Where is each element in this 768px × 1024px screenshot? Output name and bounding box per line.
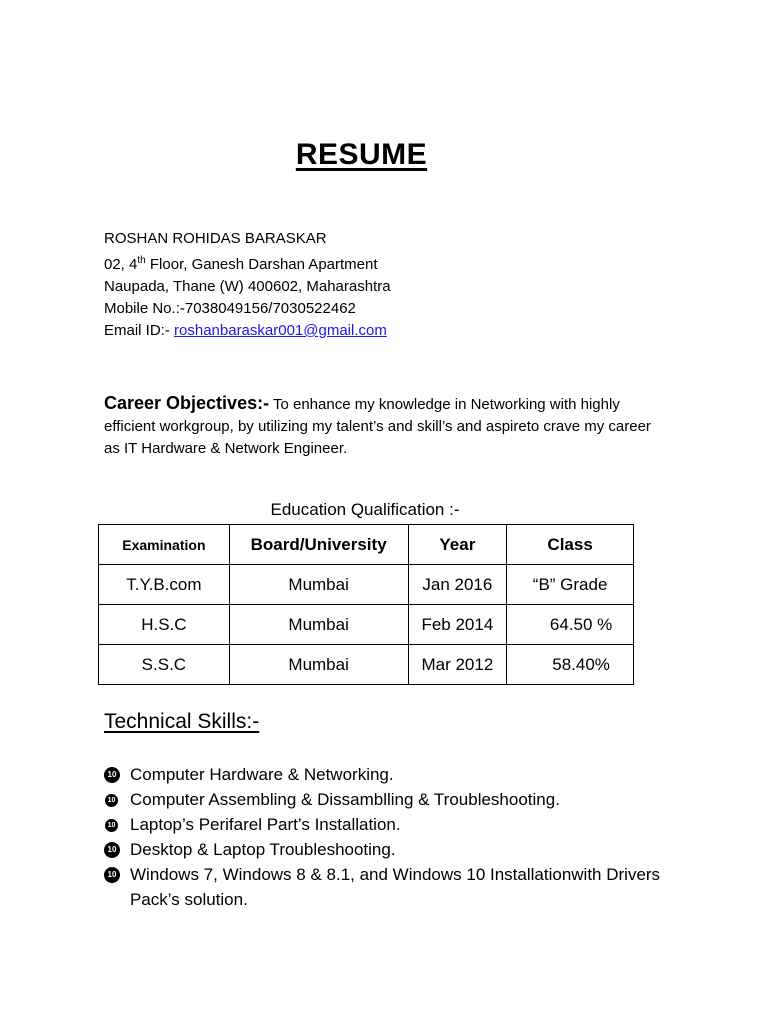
cell-year: Mar 2012: [408, 645, 507, 685]
address-line-1: [104, 250, 391, 276]
table-header-row: [99, 525, 634, 565]
numbered-bullet-icon: 10: [104, 767, 120, 783]
address-line-1-rest: Floor, Ganesh Darshan Apartment: [145, 256, 378, 273]
skill-text: Computer Hardware & Networking.: [130, 765, 394, 784]
objective-heading: Career Objectives:-: [104, 393, 270, 413]
numbered-bullet-icon: 10: [104, 842, 120, 858]
header-examination: Examination: [99, 525, 230, 565]
skill-text: Windows 7, Windows 8 & 8.1, and Windows 10 Installationwith Drivers Pack’s solution.: [130, 865, 661, 909]
list-item: [104, 787, 664, 812]
contact-block: [104, 228, 391, 342]
list-item: [104, 762, 664, 787]
numbered-bullet-icon: 10: [105, 794, 118, 807]
cell-examination: T.Y.B.com: [99, 565, 230, 605]
technical-skills-heading: Technical Skills:-: [104, 710, 260, 733]
cell-board: Mumbai: [229, 605, 408, 645]
mobile-number: Mobile No.:-7038049156/7030522462: [104, 300, 356, 317]
skills-list: [104, 762, 664, 912]
cell-examination: S.S.C: [99, 645, 230, 685]
objective-text: To enhance my knowledge in Networking with highly efficient workgroup, by utilizing my talent’s and skill’s and aspireto crave my career as IT Hardware & Network Engineer.: [104, 396, 651, 457]
table-row: [99, 605, 634, 645]
skill-text: Computer Assembling & Dissamblling & Troubleshooting.: [130, 790, 560, 809]
header-class: Class: [507, 525, 634, 565]
address-line-1-number: 02, 4: [104, 256, 138, 273]
career-objective: [104, 392, 664, 460]
email-link[interactable]: roshanbaraskar001@gmail.com: [174, 322, 387, 339]
table-row: [99, 565, 634, 605]
skill-text: Laptop’s Perifarel Part’s Installation.: [130, 815, 401, 834]
cell-year: Feb 2014: [408, 605, 507, 645]
address-line-2: Naupada, Thane (W) 400602, Maharashtra: [104, 278, 391, 295]
cell-class: “B” Grade: [507, 565, 634, 605]
list-item: [104, 812, 664, 837]
cell-board: Mumbai: [229, 645, 408, 685]
cell-board: Mumbai: [229, 565, 408, 605]
cell-examination: H.S.C: [99, 605, 230, 645]
cell-year: Jan 2016: [408, 565, 507, 605]
numbered-bullet-icon: 10: [105, 819, 118, 832]
resume-title: RESUME: [295, 138, 428, 171]
education-table: [98, 524, 634, 685]
cell-class: 64.50 %: [507, 605, 634, 645]
address-line-1-suffix: th: [137, 255, 146, 266]
email-row: [104, 320, 391, 342]
list-item: [104, 862, 664, 912]
education-caption: Education Qualification :-: [270, 500, 460, 519]
email-label: Email ID:-: [104, 322, 175, 339]
list-item: [104, 837, 664, 862]
header-year: Year: [408, 525, 507, 565]
candidate-name: ROSHAN ROHIDAS BARASKAR: [104, 230, 327, 247]
skill-text: Desktop & Laptop Troubleshooting.: [130, 840, 396, 859]
numbered-bullet-icon: 10: [104, 867, 120, 883]
header-board: Board/University: [229, 525, 408, 565]
cell-class: 58.40%: [507, 645, 634, 685]
table-row: [99, 645, 634, 685]
